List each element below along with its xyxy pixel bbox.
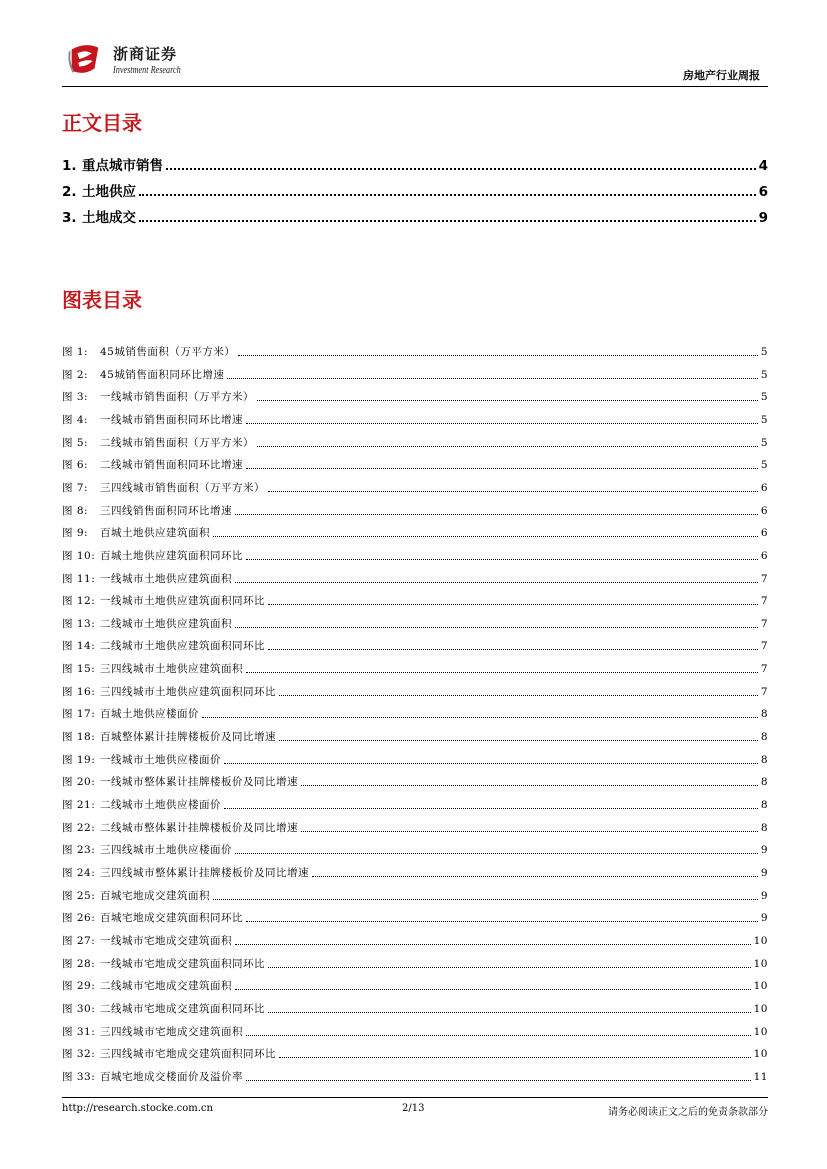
figure-item-number: 图 28: — [62, 957, 96, 970]
figure-item-page: 6 — [760, 481, 768, 494]
figure-item-number: 图 33: — [62, 1070, 96, 1083]
figure-item[interactable] — [62, 525, 768, 540]
figure-leader-dots — [268, 1012, 751, 1013]
figure-item[interactable] — [62, 729, 768, 744]
figure-leader-dots — [246, 1080, 751, 1081]
figure-item-label: 一线城市销售面积同环比增速 — [100, 413, 243, 426]
figure-leader-dots — [257, 446, 758, 447]
figure-item-page: 5 — [760, 368, 768, 381]
figure-leader-dots — [246, 559, 758, 560]
figure-item-page: 8 — [760, 821, 768, 834]
footer-divider — [62, 1097, 768, 1098]
figure-item-label: 二线城市土地供应楼面价 — [100, 799, 221, 811]
figure-item-page: 9 — [760, 866, 768, 879]
figure-item[interactable] — [62, 457, 768, 472]
toc-item-number: 3. — [62, 210, 77, 226]
figure-item-page: 9 — [760, 912, 768, 925]
figure-item[interactable] — [62, 661, 768, 676]
figure-item-page: 8 — [760, 708, 768, 721]
figure-item-number: 图 21: — [62, 799, 96, 811]
figure-leader-dots — [312, 876, 758, 877]
figure-item-label: 三四线城市宅地成交建筑面积 — [100, 1025, 243, 1038]
figure-item-label: 一线城市土地供应楼面价 — [100, 753, 221, 766]
figure-leader-dots — [235, 627, 758, 628]
figure-item-label: 百城土地供应建筑面积同环比 — [100, 549, 243, 562]
figure-item[interactable] — [62, 1024, 768, 1039]
figure-item[interactable] — [62, 978, 768, 993]
figure-item-page: 10 — [753, 1048, 768, 1061]
figure-item-number: 图 17: — [62, 708, 96, 721]
figure-item-page: 10 — [753, 1025, 768, 1038]
figure-item-number: 图 11: — [62, 572, 96, 585]
figures-title: 图表目录 — [62, 288, 142, 312]
figure-item-page: 8 — [760, 731, 768, 744]
figure-leader-dots — [235, 853, 758, 854]
figure-item[interactable] — [62, 367, 768, 382]
figure-leader-dots — [202, 717, 758, 718]
figure-item-number: 图 9: — [62, 527, 89, 540]
figure-item-label: 百城土地供应建筑面积 — [100, 527, 210, 540]
figure-item-number: 图 27: — [62, 934, 96, 947]
figure-item-page: 6 — [760, 549, 768, 562]
figure-leader-dots — [235, 514, 758, 515]
figure-leader-dots — [268, 967, 751, 968]
page-header — [62, 38, 768, 86]
figure-leader-dots — [238, 355, 757, 356]
figure-item-number: 图 2: — [62, 368, 89, 381]
figure-item-number: 图 18: — [62, 731, 96, 744]
figure-leader-dots — [246, 921, 758, 922]
figure-item[interactable] — [62, 435, 768, 450]
figure-item[interactable] — [62, 1001, 768, 1016]
figure-item[interactable] — [62, 389, 768, 404]
figure-item-number: 图 31: — [62, 1025, 96, 1038]
figure-leader-dots — [246, 672, 758, 673]
figure-leader-dots — [301, 785, 758, 786]
figure-leader-dots — [246, 423, 758, 424]
figure-item[interactable] — [62, 820, 768, 835]
toc-item-label: 土地供应 — [82, 184, 136, 200]
figure-item-label: 一线城市土地供应建筑面积 — [100, 572, 232, 585]
toc-item-page: 4 — [758, 158, 768, 174]
figure-item[interactable] — [62, 593, 768, 608]
figure-item-page: 10 — [753, 1002, 768, 1015]
figure-item-number: 图 1: — [62, 346, 89, 358]
figure-item[interactable] — [62, 706, 768, 721]
figure-item-label: 三四线销售面积同环比增速 — [100, 504, 232, 517]
figure-item-number: 图 4: — [62, 413, 89, 426]
figure-item-number: 图 25: — [62, 889, 96, 902]
figure-item[interactable] — [62, 571, 768, 586]
figure-item-label: 二线城市土地供应建筑面积同环比 — [100, 640, 265, 653]
figure-item-label: 二线城市土地供应建筑面积 — [100, 617, 232, 630]
figure-leader-dots — [213, 536, 758, 537]
figure-item-number: 图 22: — [62, 821, 96, 834]
figure-item[interactable] — [62, 865, 768, 880]
figure-item-number: 图 5: — [62, 436, 89, 449]
figure-item-number: 图 29: — [62, 980, 96, 993]
figure-item-label: 百城整体累计挂牌楼板价及同比增速 — [100, 731, 276, 744]
figure-item-page: 7 — [760, 640, 768, 653]
figure-leader-dots — [301, 831, 758, 832]
figure-item-label: 二线城市整体累计挂牌楼板价及同比增速 — [100, 821, 298, 834]
toc-item[interactable] — [62, 180, 768, 200]
logo-text-en: Investment Research — [113, 65, 181, 76]
toc-title: 正文目录 — [62, 111, 142, 135]
footer-url[interactable]: http://research.stocke.com.cn — [62, 1103, 213, 1114]
toc-leader-dots — [139, 220, 756, 222]
figure-item-label: 45城销售面积同环比增速 — [100, 368, 225, 381]
figure-item-page: 5 — [760, 413, 768, 426]
figure-item-label: 一线城市宅地成交建筑面积 — [100, 934, 232, 947]
figure-item-page: 7 — [760, 595, 768, 608]
figure-item[interactable] — [62, 910, 768, 925]
figure-leader-dots — [279, 1057, 751, 1058]
figure-item[interactable] — [62, 933, 768, 948]
figure-leader-dots — [268, 604, 758, 605]
figure-item-page: 11 — [753, 1070, 768, 1083]
figure-item-label: 二线城市宅地成交建筑面积 — [100, 980, 232, 993]
figure-item[interactable] — [62, 344, 768, 359]
toc-item-page: 9 — [758, 210, 768, 226]
figure-item-label: 二线城市宅地成交建筑面积同环比 — [100, 1002, 265, 1015]
figure-item-label: 一线城市整体累计挂牌楼板价及同比增速 — [100, 776, 298, 789]
figure-item-number: 图 16: — [62, 685, 96, 698]
figure-item[interactable] — [62, 774, 768, 789]
figure-item-page: 5 — [760, 436, 768, 449]
figure-item-label: 45城销售面积（万平方米） — [100, 346, 236, 358]
figure-item-page: 7 — [760, 617, 768, 630]
footer-disclaimer: 请务必阅读正文之后的免责条款部分 — [608, 1107, 768, 1118]
figure-leader-dots — [224, 808, 758, 809]
figure-item-label: 三四线城市土地供应楼面价 — [100, 844, 232, 857]
figure-item[interactable] — [62, 1046, 768, 1061]
figure-item-number: 图 19: — [62, 753, 96, 766]
figure-item-label: 百城宅地成交建筑面积 — [100, 889, 210, 902]
figure-item[interactable] — [62, 842, 768, 857]
figure-leader-dots — [213, 899, 758, 900]
logo-icon — [66, 40, 104, 78]
figure-item-number: 图 12: — [62, 595, 96, 608]
figure-item-page: 5 — [760, 346, 768, 358]
figure-item[interactable] — [62, 548, 768, 563]
figure-item-page: 7 — [760, 663, 768, 676]
figure-item-number: 图 20: — [62, 776, 96, 789]
figure-item-label: 百城宅地成交建筑面积同环比 — [100, 912, 243, 925]
toc-item-number: 1. — [62, 158, 77, 174]
toc-leader-dots — [166, 168, 756, 170]
figure-item-page: 9 — [760, 844, 768, 857]
figure-item[interactable] — [62, 638, 768, 653]
figure-item[interactable] — [62, 797, 768, 812]
header-divider — [62, 86, 768, 87]
figure-item-number: 图 7: — [62, 481, 89, 494]
footer-page-number: 2/13 — [402, 1103, 425, 1114]
figure-item-number: 图 14: — [62, 640, 96, 653]
figure-item[interactable] — [62, 480, 768, 495]
figure-item-label: 三四线城市整体累计挂牌楼板价及同比增速 — [100, 866, 309, 879]
figure-item-label: 一线城市销售面积（万平方米） — [100, 391, 254, 404]
figure-item-label: 三四线城市土地供应建筑面积同环比 — [100, 685, 276, 698]
toc-item-number: 2. — [62, 184, 77, 200]
figure-leader-dots — [224, 763, 758, 764]
figure-item-number: 图 8: — [62, 504, 89, 517]
figure-item-label: 一线城市土地供应建筑面积同环比 — [100, 595, 265, 608]
figure-item-label: 一线城市宅地成交建筑面积同环比 — [100, 957, 265, 970]
figure-item-number: 图 32: — [62, 1048, 96, 1061]
figure-item-page: 5 — [760, 459, 768, 472]
toc-item-label: 重点城市销售 — [82, 158, 163, 174]
figure-item-page: 6 — [760, 504, 768, 517]
figure-item-page: 7 — [760, 685, 768, 698]
figure-item-label: 三四线城市宅地成交建筑面积同环比 — [100, 1048, 276, 1061]
figure-item-label: 百城土地供应楼面价 — [100, 708, 199, 721]
figure-item-page: 6 — [760, 527, 768, 540]
figure-item-number: 图 23: — [62, 844, 96, 857]
toc-item-label: 土地成交 — [82, 210, 136, 226]
figure-item-number: 图 26: — [62, 912, 96, 925]
figure-item-number: 图 6: — [62, 459, 89, 472]
figure-leader-dots — [227, 378, 757, 379]
figure-leader-dots — [235, 944, 751, 945]
figure-item-label: 三四线城市土地供应建筑面积 — [100, 663, 243, 676]
figure-leader-dots — [246, 468, 758, 469]
figure-leader-dots — [279, 740, 758, 741]
figure-item-label: 三四线城市销售面积（万平方米） — [100, 481, 265, 494]
figure-item-number: 图 30: — [62, 1002, 96, 1015]
figure-item-label: 二线城市销售面积同环比增速 — [100, 459, 243, 472]
figure-leader-dots — [235, 582, 758, 583]
figure-leader-dots — [268, 649, 758, 650]
figure-item[interactable] — [62, 616, 768, 631]
figure-item-page: 9 — [760, 889, 768, 902]
figure-item-number: 图 10: — [62, 549, 96, 562]
figure-item-page: 5 — [760, 391, 768, 404]
toc-item[interactable] — [62, 154, 768, 174]
figure-leader-dots — [279, 695, 758, 696]
report-type: 房地产行业周报 — [683, 69, 760, 82]
figure-leader-dots — [268, 491, 758, 492]
figure-item[interactable] — [62, 956, 768, 971]
figure-leader-dots — [257, 400, 758, 401]
figure-item-number: 图 24: — [62, 866, 96, 879]
figure-item-label: 百城宅地成交楼面价及溢价率 — [100, 1070, 243, 1083]
toc-leader-dots — [139, 194, 756, 196]
toc-item[interactable] — [62, 206, 768, 226]
figure-item[interactable] — [62, 412, 768, 427]
figure-item-number: 图 13: — [62, 617, 96, 630]
figure-item[interactable] — [62, 888, 768, 903]
figure-item[interactable] — [62, 684, 768, 699]
figure-item-page: 10 — [753, 934, 768, 947]
toc-item-page: 6 — [758, 184, 768, 200]
logo-text-cn: 浙商证券 — [113, 45, 178, 63]
figure-item[interactable] — [62, 1069, 768, 1084]
figure-item-page: 7 — [760, 572, 768, 585]
figure-item[interactable] — [62, 503, 768, 518]
figure-item-page: 10 — [753, 957, 768, 970]
figure-leader-dots — [235, 989, 751, 990]
figure-item-page: 8 — [760, 776, 768, 789]
figure-item-number: 图 15: — [62, 663, 96, 676]
figure-item-page: 10 — [753, 980, 768, 993]
figure-item[interactable] — [62, 752, 768, 767]
figure-item-number: 图 3: — [62, 391, 89, 404]
figure-item-label: 二线城市销售面积（万平方米） — [100, 436, 254, 449]
figure-item-page: 8 — [760, 753, 768, 766]
figure-leader-dots — [246, 1035, 751, 1036]
figure-item-page: 8 — [760, 799, 768, 811]
